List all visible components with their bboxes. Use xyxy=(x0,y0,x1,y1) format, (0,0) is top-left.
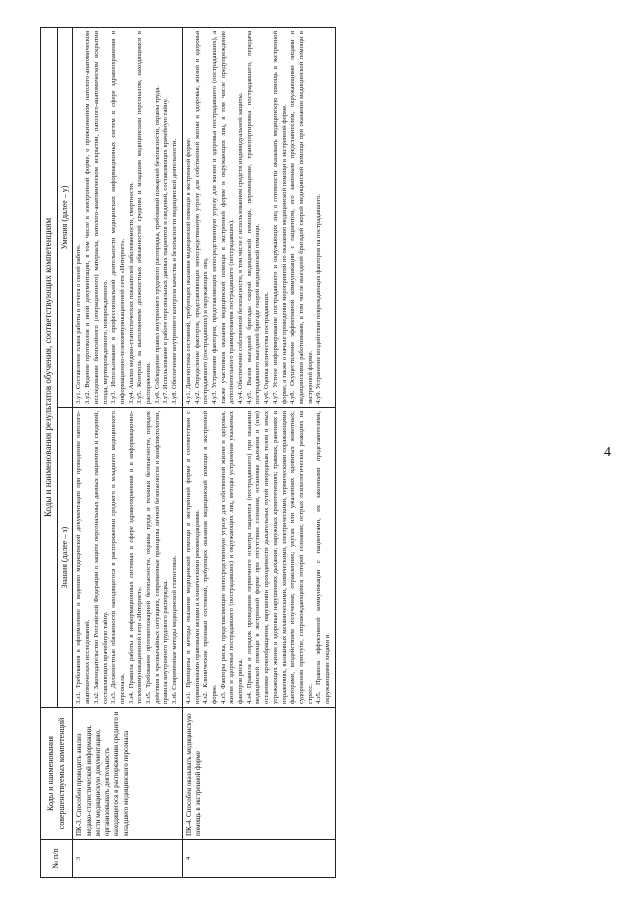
list-item: 3.з5. Требования противопожарной безопасности, охраны труда и техники безопасности, порядок действия в чрезвычайных ситуациях, современные принципы личной безопасности и конфликтологии, правила внутреннего трудового распорядка. xyxy=(145,411,170,704)
list-item: 4.у8. Осуществление эффективной коммуникации с пациентом, его законным представителем, окружающими лицами и медицинскими работниками, в том числе выездной бригадой скорой медицинской помощи при оказании медицинской помощи в экстренной форме. xyxy=(289,31,314,404)
header-knowledge: Знания (далее – з) xyxy=(57,408,73,708)
skills-cell xyxy=(73,28,182,408)
list-item: 3.з4. Правила работы в информационных системах в сфере здравоохранения и в информационно-телекоммуникационной сети «Интернет». xyxy=(127,411,144,704)
list-item: 3.у5. Контроль за выполнением должностных обязанностей средним и младшим медицинским персоналом, находящимся в распоряжении. xyxy=(136,31,153,404)
list-item: 3.з6. Современные методы медицинской статистики. xyxy=(171,555,179,704)
header-skills: Умения (далее – у) xyxy=(57,28,73,408)
list-item: 4.з2. Клинические признаки состояний, требующих оказания медицинской помощи в экстренной форме. xyxy=(202,411,218,704)
knowledge-cell xyxy=(73,408,182,708)
table-header-row xyxy=(41,28,58,878)
list-item: 3.з1. Требования к оформлению и ведению медицинской документации при проведении патолого-анатомических исследований. xyxy=(75,411,92,704)
header-results: Коды и наименования результатов обучения, соответствующих компетенциям xyxy=(41,28,58,708)
knowledge-cell xyxy=(182,408,335,708)
skills-cell xyxy=(182,28,335,408)
list-item: 4.у7. Устное информирование пострадавшего и окружающих лиц о готовности оказывать медицинскую помощь в экстренной форме, а также о начале проведения мероприятий по оказанию медицинской помощи в экстренной форме. xyxy=(271,31,288,404)
rotated-page xyxy=(40,28,560,878)
list-item: 3.у3. Использование в профессиональной деятельности медицинских информационных систем в сфере здравоохранения и информационно-телекоммуникационной сети «Интернет». xyxy=(110,31,126,404)
row-number: 3 xyxy=(73,840,182,878)
header-num: № п/п xyxy=(41,840,73,878)
header-code: Коды и наименования совершенствуемых компетенций xyxy=(41,708,73,840)
table-row xyxy=(73,28,182,878)
competencies-table xyxy=(40,27,336,878)
row-number: 4 xyxy=(182,840,335,878)
competency-cell: ПК-3. Способен проводить анализ медико-статистической информации, вести медицинскую документацию, организовывать деятельность находящегося в распоряжении среднего и младшего медицинского персонала xyxy=(73,708,182,840)
list-item: 3.у4. Анализ медико-статистических показателей заболеваемости, смертности. xyxy=(127,182,135,404)
list-item: 4.з4. Правила и порядок проведения первичного осмотра пациента (пострадавшего) при оказании медицинской помощи в экстренной форме при отсутствии сознания, остановке дыхания и (или) остановке кровообращения; нарушении проходимости дыхательных путей инородным телом и иных угрожающих жизни и здоровью нарушениях дыхания; наружных кровотечениях; травмах, ранениях и поражениях, вызванных механическими, химическими, электрическими, термическими поражающими факторами, воздействием излучения; отравлениях; укусах или ужалениях ядовитых животных; судорожном приступе, сопровождающемся потерей сознания; острых психологических реакциях на стресс. xyxy=(245,411,314,704)
list-item: 3.у7. Использование в работе персональных данных пациентов и сведений, составляющих врачебную тайну. xyxy=(162,98,170,404)
page-number: 4 xyxy=(604,445,611,460)
list-item: 3.у6. Соблюдение правил внутреннего трудового распорядка, требований пожарной безопасности, охраны труда. xyxy=(153,86,161,404)
list-item: 4.у2. Определение факторов, представляющих непосредственную угрозу для собственной жизни и здоровья, жизни и здоровья пострадавшего (пострадавших) и окружающих лиц. xyxy=(193,31,210,404)
list-item: 4.з1. Принципы и методы оказания медицинской помощи в экстренной форме в соответствии с нормативными правовыми актами и клиническими рекомендациями. xyxy=(184,411,201,704)
list-item: 3.з2. Законодательство Российской Федерации о защите персональных данных пациентов и сведений, составляющих врачебную тайну. xyxy=(92,411,109,704)
competency-cell: ПК-4. Способен оказывать медицинскую помощь в экстренной форме xyxy=(182,708,335,840)
list-item: 3.з3. Должностные обязанности находящегося в распоряжении среднего и младшего медицинского персонала. xyxy=(110,411,126,704)
list-item: 3.у1. Составление плана работы и отчета о своей работе. xyxy=(75,244,83,404)
list-item: 4.у1. Диагностика состояний, требующих оказания медицинской помощи в экстренной форме. xyxy=(184,137,192,404)
list-item: 4.у6. Оценка количества пострадавших. xyxy=(263,291,271,404)
list-item: 4.у3. Устранение факторов, представляющих непосредственную угрозу для жизни и здоровья пострадавшего (пострадавших), а также участников оказания медицинской помощи в экстренной форме и окружающих лиц, в том числе предупреждение дополнительного травмирования пострадавшего (пострадавших). xyxy=(210,31,236,404)
table-row xyxy=(182,28,335,878)
list-item: 4.у4. Обеспечение собственной безопасности, в том числе с использованием средств индивидуальной защиты. xyxy=(237,92,245,404)
list-item: 4.у5. Вызов выездной бригады скорой медицинской помощи, перемещение, транспортировка пострадавшего, передача пострадавшего выездной бригаде скорой медицинской помощи. xyxy=(245,31,262,404)
list-item: 3.у2. Ведение протоколов и иной документации, в том числе в электронной форме, о прижизненном патолого-анатомическом исследовании биопсийного (операционного) материала, патолого-анатомическом вскрытии, патолого-анатомическом вскрытии плода, мертворожденного, новорожденного. xyxy=(84,31,109,404)
list-item: 4.у9. Устранение воздействия повреждающих факторов на пострадавшего. xyxy=(315,193,323,404)
list-item: 3.у8. Обеспечение внутреннего контроля качества и безопасности медицинской деятельности. xyxy=(171,138,179,404)
list-item: 4.з5. Правила эффективной коммуникации с пациентами, их законными представителями, окружающими лицами и xyxy=(315,411,332,704)
list-item: 4.з3. Факторы риска, представляющие непосредственную угрозу для собственной жизни и здоровья, жизни и здоровья пострадавшего (пострадавших) и окружающих лиц, методы устранения указанных факторов риска. xyxy=(219,411,245,704)
